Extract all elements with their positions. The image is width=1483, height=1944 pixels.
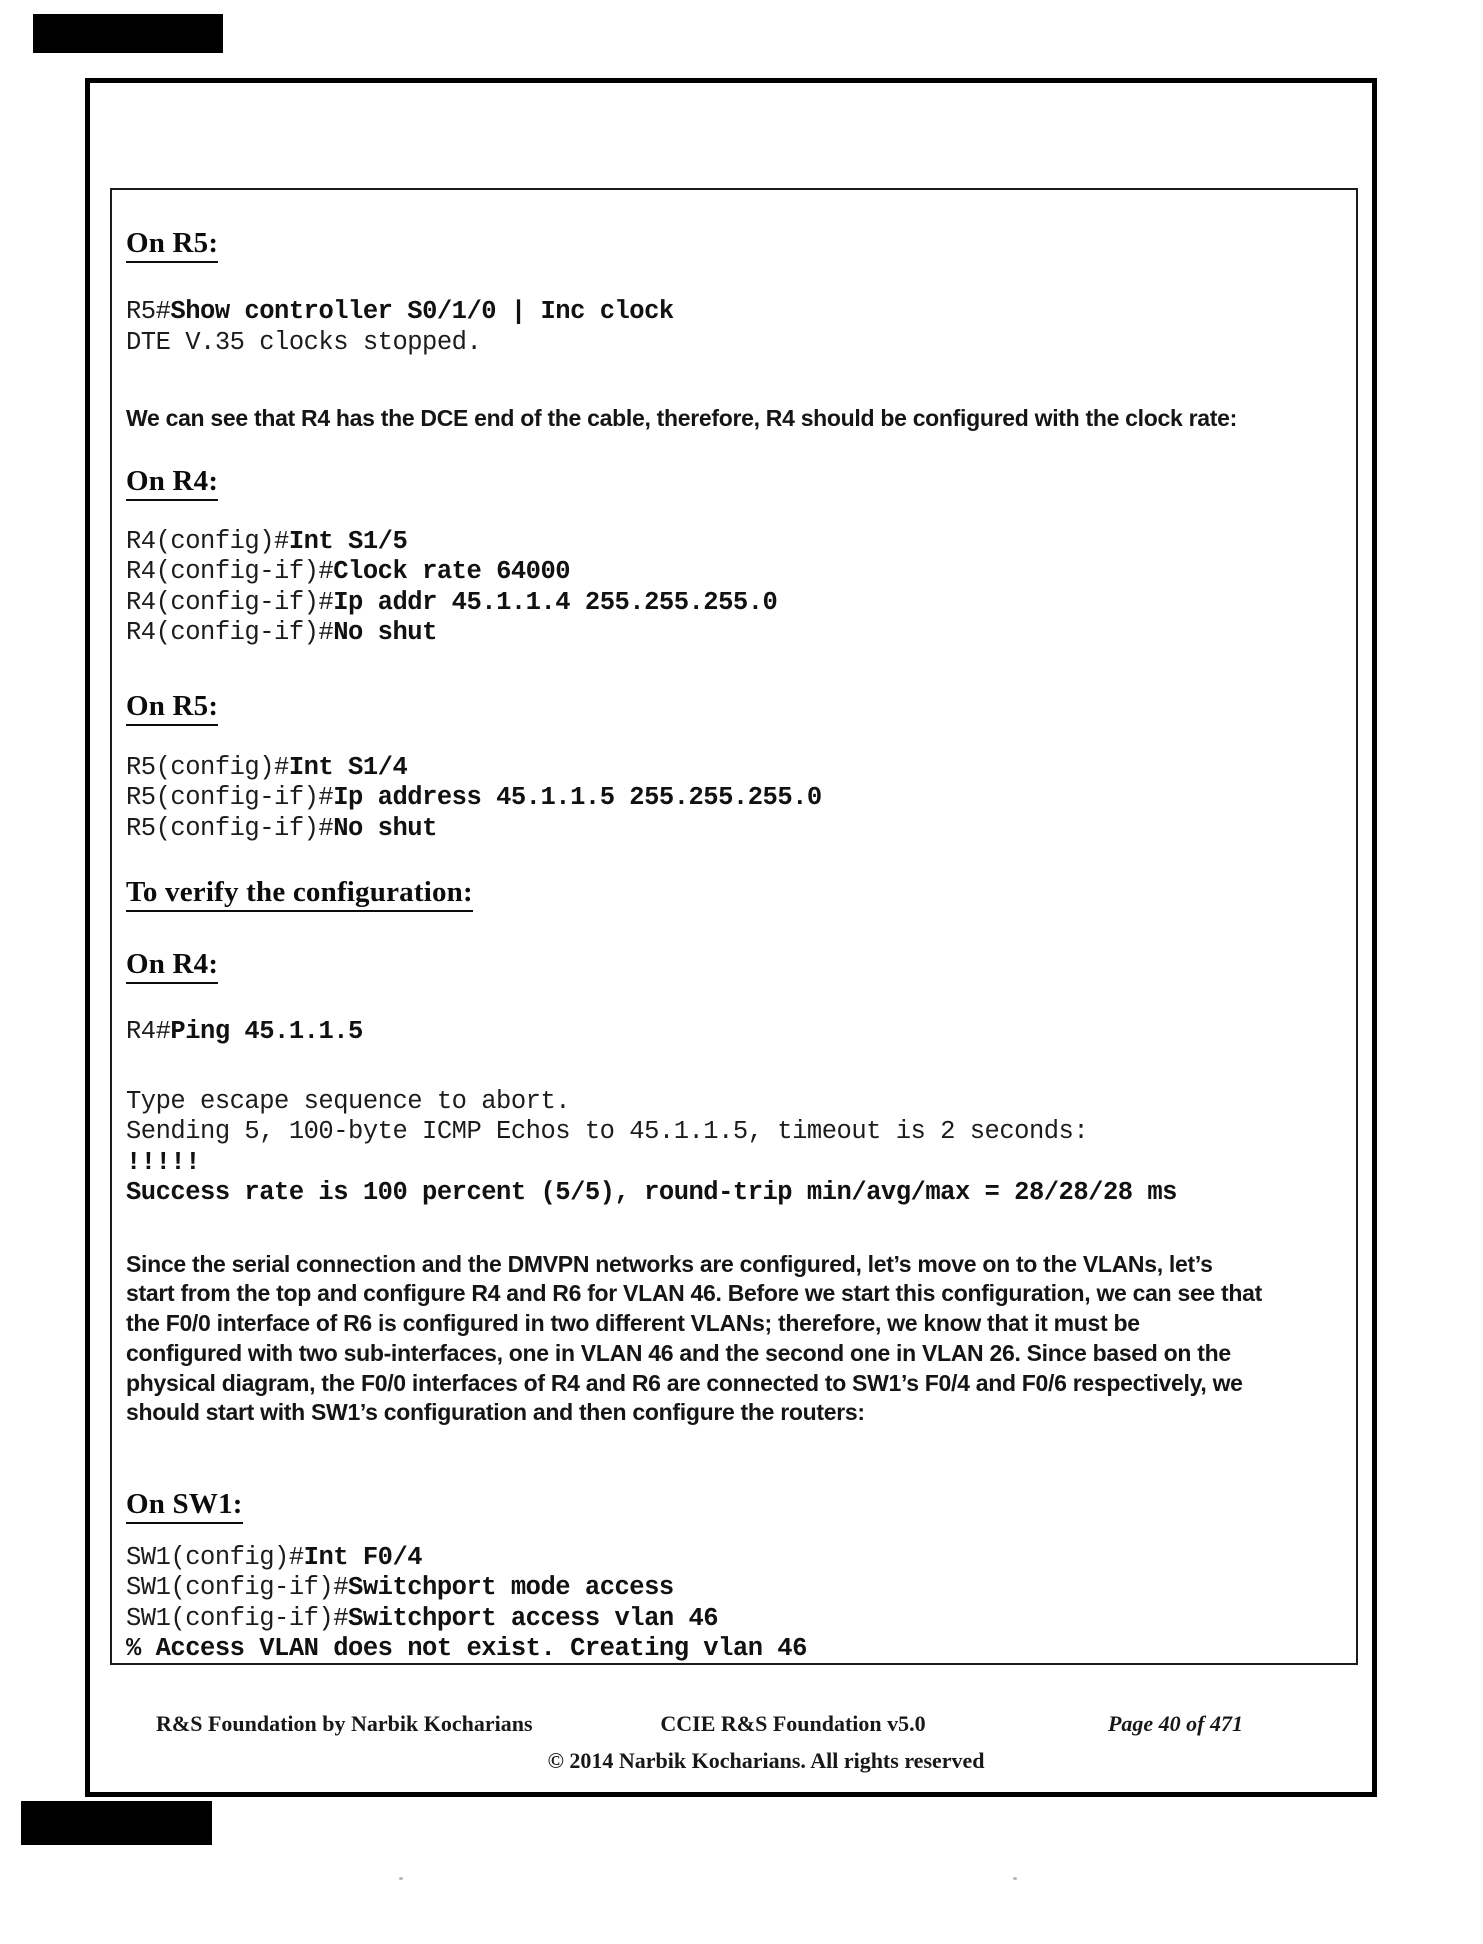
- code-line: [126, 588, 1346, 619]
- command-text: Ip addr 45.1.1.4 255.255.255.0: [333, 587, 778, 617]
- prompt-text: R5(config)#: [126, 752, 289, 782]
- content-box: [110, 188, 1358, 1665]
- code-line: Type escape sequence to abort.: [126, 1086, 571, 1116]
- scan-speck: [1013, 1877, 1017, 1880]
- prompt-text: R5(config-if)#: [126, 813, 334, 843]
- command-text: No shut: [333, 618, 437, 648]
- code-block-show-controller: [126, 297, 1346, 358]
- prompt-text: R4#: [126, 1017, 171, 1047]
- code-line-success-rate: Success rate is 100 percent (5/5), round-trip min/avg/max = 28/28/28 ms: [126, 1178, 1177, 1208]
- prompt-text: SW1(config)#: [126, 1542, 304, 1572]
- prompt-text: R4(config-if)#: [126, 587, 334, 617]
- prompt-text: R4(config)#: [126, 526, 289, 556]
- prompt-text: R5#: [126, 297, 171, 326]
- paragraph-vlan-plan: Since the serial connection and the DMVPN networks are configured, let’s move on to the VLANs, let’s start from the top and configure R4 and R6 for VLAN 46. Before we start this configuration, we can see that the F0/0 interface of R6 is configured in two different VLANs; therefore, we know that it must be configured with two sub-interfaces, one in VLAN 46 and the second one in VLAN 26. Since based on the physical diagram, the F0/0 interfaces of R4 and R6 are connected to SW1’s F0/4 and F0/6 respectively, we should start with SW1’s configuration and then configure the routers:: [126, 1250, 1262, 1426]
- scan-speck: [399, 1877, 403, 1880]
- command-text: Switchport access vlan 46: [348, 1603, 719, 1633]
- command-text: Int S1/5: [288, 526, 408, 556]
- prompt-text: R5(config-if)#: [126, 783, 334, 813]
- command-text: Ping 45.1.1.5: [170, 1017, 363, 1047]
- prompt-text: R4(config-if)#: [126, 618, 334, 648]
- page-border: [85, 78, 1377, 1797]
- code-block-sw1-config: [126, 1543, 1346, 1665]
- code-line-vlan-created: % Access VLAN does not exist. Creating vlan 46: [126, 1634, 807, 1664]
- code-line: [126, 783, 1346, 814]
- footer-author: R&S Foundation by Narbik Kocharians: [156, 1711, 533, 1736]
- section-heading-on-r5-1: On R5:: [126, 226, 1346, 263]
- section-heading-verify: To verify the configuration:: [126, 875, 1346, 912]
- redaction-bar-top: [33, 14, 223, 53]
- command-text: Int S1/4: [288, 752, 408, 782]
- code-block-ping-output: [126, 1087, 1346, 1209]
- code-line: [126, 527, 1346, 558]
- command-text: Int F0/4: [303, 1542, 423, 1572]
- code-line: [126, 297, 1346, 328]
- footer-title: CCIE R&S Foundation v5.0: [660, 1711, 926, 1736]
- page-footer: [90, 1710, 1372, 1782]
- footer-copyright: © 2014 Narbik Kocharians. All rights reserved: [547, 1748, 985, 1773]
- footer-page-number: Page 40 of 471: [1107, 1711, 1243, 1736]
- code-block-r4-config: [126, 527, 1346, 649]
- code-line: [126, 1017, 1346, 1048]
- prompt-text: SW1(config-if)#: [126, 1603, 349, 1633]
- code-line: [126, 618, 1346, 649]
- code-line-ping-success-marks: !!!!!: [126, 1147, 201, 1177]
- code-line: [126, 1604, 1346, 1635]
- code-line: [126, 753, 1346, 784]
- redaction-bar-bottom: [21, 1801, 212, 1845]
- command-text: Show controller S0/1/0 | Inc clock: [170, 297, 674, 326]
- code-line: [126, 1573, 1346, 1604]
- section-heading-on-r4-2: On R4:: [126, 947, 1346, 984]
- prompt-text: R4(config-if)#: [126, 557, 334, 587]
- section-heading-on-sw1: On SW1:: [126, 1487, 1346, 1524]
- code-line: [126, 1543, 1346, 1574]
- command-text: No shut: [333, 813, 437, 843]
- command-text: Switchport mode access: [348, 1573, 674, 1603]
- paragraph-dce-note: We can see that R4 has the DCE end of the cable, therefore, R4 should be configured with the clock rate:: [126, 405, 1237, 431]
- command-text: Ip address 45.1.1.5 255.255.255.0: [333, 783, 822, 813]
- section-heading-on-r4-1: On R4:: [126, 464, 1346, 501]
- section-heading-on-r5-2: On R5:: [126, 689, 1346, 726]
- prompt-text: SW1(config-if)#: [126, 1573, 349, 1603]
- command-text: Clock rate 64000: [333, 557, 571, 587]
- code-line: [126, 557, 1346, 588]
- code-line: [126, 814, 1346, 845]
- code-block-r5-config: [126, 753, 1346, 845]
- code-line: Sending 5, 100-byte ICMP Echos to 45.1.1.5, timeout is 2 seconds:: [126, 1117, 1089, 1147]
- code-line: DTE V.35 clocks stopped.: [126, 327, 482, 357]
- code-block-ping: [126, 1017, 1346, 1048]
